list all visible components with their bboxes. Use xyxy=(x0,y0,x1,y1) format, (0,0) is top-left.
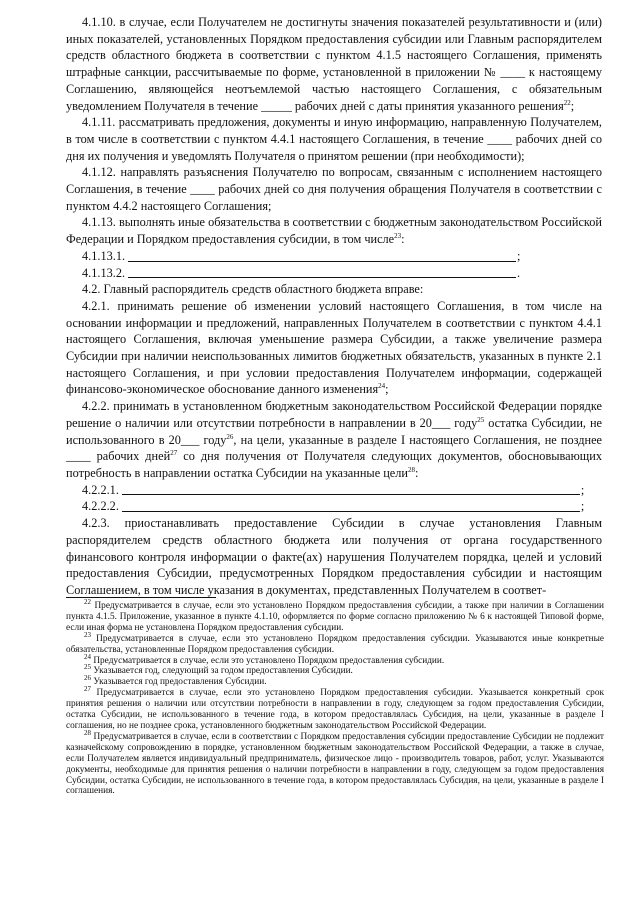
footnote-23: $^{23}$ Предусматривается в случае, если это установлено Порядком предоставления субсидии. Указываются иные конкретные обязательства, установленные Порядком предоставления субсидии. xyxy=(66,630,604,655)
fill-line-4-1-13-2: 4.1.13.2. . xyxy=(82,265,521,280)
footnote-ref-24: 24 xyxy=(378,382,386,391)
clause-4-1-11: 4.1.11. рассматривать предложения, документы и иную информацию, направленную Получателем, в том числе в соответствии с пунктом 4.4.1 настоящего Соглашения, в течение ____ рабочих дней со дня их получения и уведомлять Получателя о принятом решении (при необходимости); xyxy=(66,115,602,163)
footnote-ref-26: 26 xyxy=(226,432,234,441)
blank-underline xyxy=(122,499,580,512)
clause-4-1-13: 4.1.13. выполнять иные обязательства в соответствии с бюджетным законодательством Российской Федерации и Порядком предоставления субсидии, в том числе$^{23}$: xyxy=(66,215,602,247)
fill-line-4-1-13-1: 4.1.13.1. ; xyxy=(82,248,521,263)
fill-line-4-2-2-2: 4.2.2.2. ; xyxy=(82,499,585,514)
footnote-ref-27: 27 xyxy=(170,449,178,458)
agreement-body xyxy=(66,14,602,599)
footnote-ref-22: 22 xyxy=(563,98,571,107)
footnote-27: $^{27}$ Предусматривается в случае, если это установлено Порядком предоставления субсидии. Указывается конкретный срок принятия решения о наличии или отсутствии потребности в направлении в году, следующем за годом предоставления Субсидии, остатка Субсидии, не использованного в течение года, в котором предоставлялась Субсидия, на цели, указанные в разделе I соглашения, но не позднее срока, установленного бюджетным законодательством Российской Федерации. xyxy=(66,685,604,731)
blank-underline xyxy=(122,482,580,495)
clause-4-2-3: 4.2.3. приостанавливать предоставление Субсидии в случае установления Главным распорядителем средств областного бюджета или получения от органа государственного финансового контроля информации о факте(ах) нарушения Получателем порядка, целей и условий предоставления Субсидии, предусмотренных Порядком предоставления субсидии и настоящим Соглашением, в том числе указания в документах, представленных Получателем в соответ- xyxy=(66,516,602,597)
footnotes xyxy=(66,597,604,797)
footnote-ref-25: 25 xyxy=(477,415,485,424)
footnote-26: $^{26}$ Указывается год предоставления Субсидии. xyxy=(84,674,267,688)
footnote-28: $^{28}$ Предусматривается в случае, если в соответствии с Порядком предоставления субсидии предоставление Субсидии не подлежит казначейскому сопровождению в порядке, установленном бюджетным законодательством Российской Федерации, а также в случае, если Получателем является индивидуальный предприниматель, физическое лицо - производитель товаров, работ, услуг. Указываются документы, необходимые для принятия решения о наличии потребности в направлении в году, следующем за годом предоставления Субсидии, остатка Субсидии, не использованного в течение года, в котором предоставлялась Субсидия, на цели, указанные в разделе I соглашения. xyxy=(66,728,604,797)
clause-4-2: 4.2. Главный распорядитель средств областного бюджета вправе: xyxy=(82,282,424,297)
clause-4-1-10: 4.1.10. в случае, если Получателем не достигнуты значения показателей результативности и (или) иных показателей, установленных Порядком предоставления субсидии или Главным распорядителем средств областного бюджета в соответствии с пунктом 4.1.5 настоящего Соглашения, применять штрафные санкции, рассчитываемые по форме, установленной в приложении № ____ к настоящему Соглашению, являющейся неотъемлемой частью настоящего Соглашения, с обязательным уведомлением Получателя в течение _____ рабочих дней с даты принятия указанного решения$^{22}$; xyxy=(66,15,602,113)
blank-underline xyxy=(128,265,516,278)
blank-underline xyxy=(128,249,516,262)
clause-4-1-12: 4.1.12. направлять разъяснения Получателю по вопросам, связанным с исполнением настоящего Соглашения, в течение ____ рабочих дней со дня получения обращения Получателя в соответствии с пунктом 4.4.2 настоящего Соглашения; xyxy=(66,165,602,213)
footnote-25: $^{25}$ Указывается год, следующий за годом предоставления Субсидии. xyxy=(84,663,353,677)
footnote-22: $^{22}$ Предусматривается в случае, если это установлено Порядком предоставления субсидии, а также при наличии в Соглашении пункта 4.1.5. Приложение, указанное в пункте 4.1.10, оформляется по форме согласно приложению № 6 к настоящей Типовой форме, если иная форма не установлена Порядком предоставления субсидии. xyxy=(66,597,604,633)
footnote-ref-28: 28 xyxy=(407,465,415,474)
footnote-ref-23: 23 xyxy=(394,232,402,241)
clause-4-2-2: 4.2.2. принимать в установленном бюджетным законодательством Российской Федерации порядке решение о наличии или отсутствии потребности в направлении в 20___ году$^{25}$ остатка Субсидии, не использованного в 20___ году$^{26}$, на цели, указанные в разделе I настоящего Соглашения, не позднее ____ рабочих дней$^{27}$ со дня получения от Получателя следующих документов, обосновывающих потребность в направлении остатка Субсидии на указанные цели$^{28}$: xyxy=(66,399,602,480)
footnote-24: $^{24}$ Предусматривается в случае, если это установлено Порядком предоставления субсидии. xyxy=(84,652,445,666)
clause-4-2-1: 4.2.1. принимать решение об изменении условий настоящего Соглашения, в том числе на основании информации и предложений, направленных Получателем в соответствии с пунктом 4.4.1 настоящего Соглашения, включая уменьшение размера Субсидии, а также увеличение размера Субсидии при наличии неиспользованных лимитов бюджетных обязательств, указанных в пункте 2.1 настоящего Соглашения, и при условии предоставления Получателем информации, содержащей финансово-экономическое обоснование данного изменения$^{24}$; xyxy=(66,298,602,397)
fill-line-4-2-2-1: 4.2.2.1. ; xyxy=(82,482,585,497)
